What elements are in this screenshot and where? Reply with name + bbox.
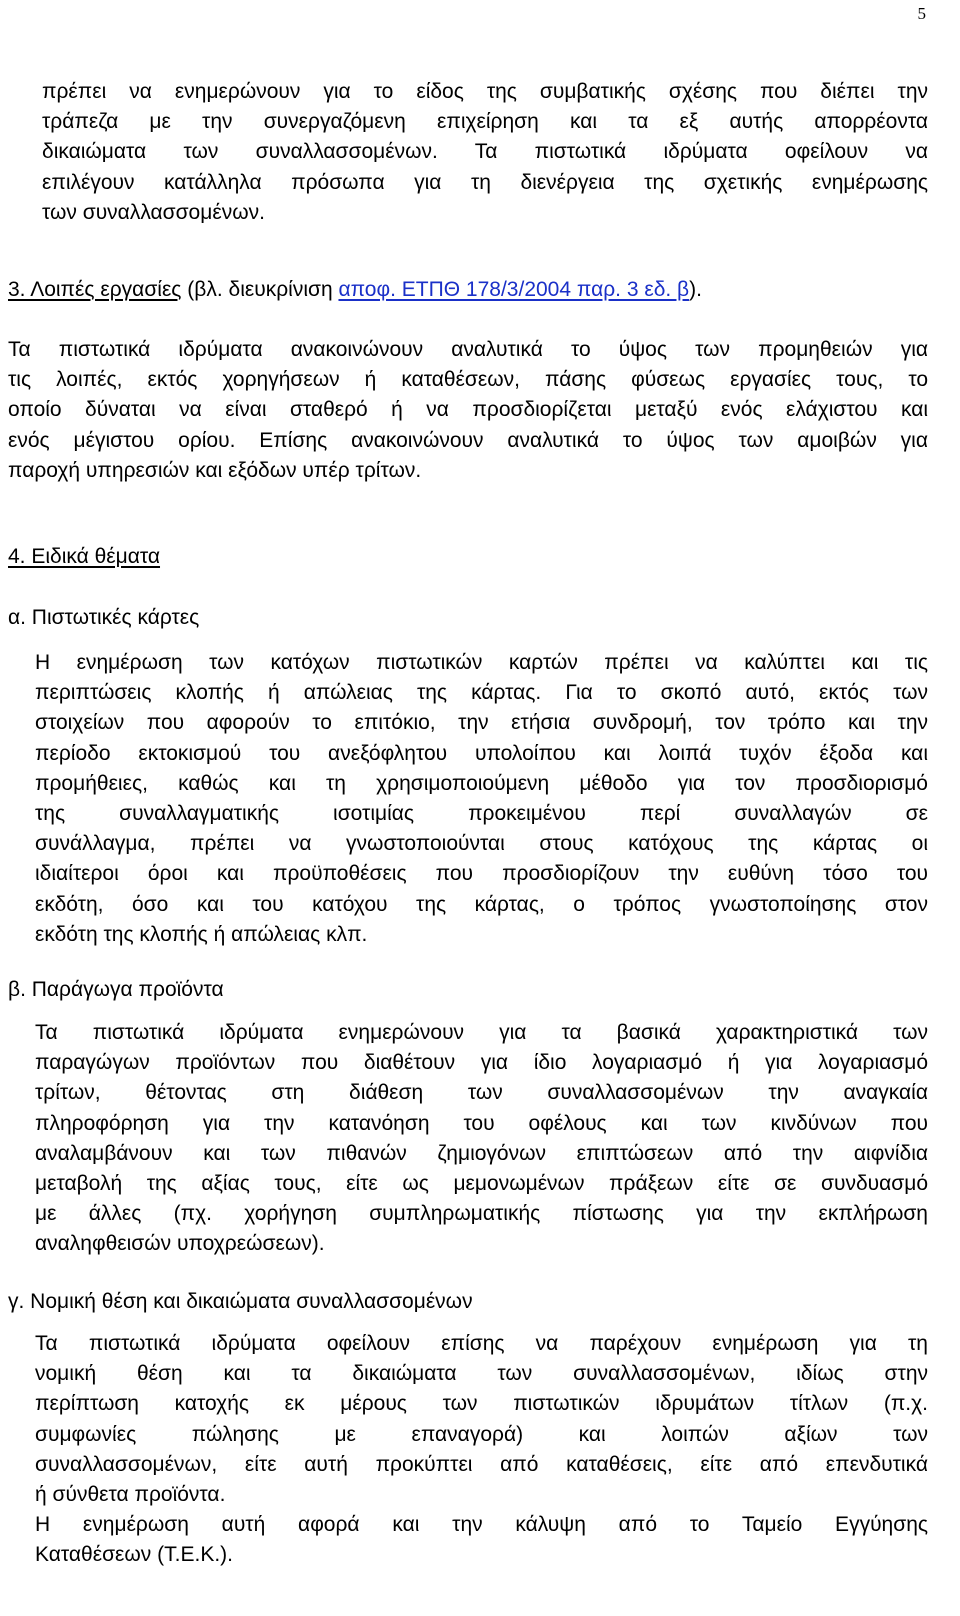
paragraph-line: περίπτωση κατοχής εκ μέρους των πιστωτικών ιδρυμάτων τίτλων (π.χ. [35, 1392, 928, 1416]
subsection-c-paragraph [35, 1329, 928, 1571]
page-number: 5 [917, 4, 926, 23]
paragraph-line: συναλλασσομένων, είτε αυτή προκύπτει από καταθέσεις, είτε από επενδυτικά [35, 1452, 928, 1476]
paragraph-line: ιδιαίτεροι όροι και προϋποθέσεις που προσδιορίζουν την ευθύνη τόσο του [35, 862, 928, 886]
reference-suffix: ). [689, 278, 702, 301]
paragraph-line: αναλαμβάνουν και των πιθανών ζημιογόνων επιπτώσεων από την αιφνίδια [35, 1141, 928, 1165]
paragraph-line: Τα πιστωτικά ιδρύματα οφείλουν επίσης να παρέχουν ενημέρωση για τη [35, 1332, 928, 1355]
section-4-heading [8, 542, 160, 572]
paragraph-line: παραγώγων προϊόντων που διαθέτουν για ίδιο λογαριασμό ή για λογαριασμό [35, 1051, 928, 1075]
paragraph-line: στοιχείων που αφορούν το επιτόκιο, την ετήσια συνδρομή, τον τρόπο και την [35, 711, 928, 735]
paragraph-line: συνάλλαγμα, πρέπει να γνωστοποιούνται στους κατόχους της κάρτας οι [35, 832, 928, 856]
paragraph-line: τράπεζα με την συνεργαζόμενη επιχείρηση και τα εξ αυτής απορρέοντα [42, 110, 928, 134]
paragraph-line: Τα πιστωτικά ιδρύματα ενημερώνουν για τα βασικά χαρακτηριστικά των [35, 1021, 928, 1044]
subsection-a-heading: α. Πιστωτικές κάρτες [8, 606, 200, 629]
paragraph-line: Η ενημέρωση των κατόχων πιστωτικών καρτών πρέπει να καλύπτει και τις [35, 651, 928, 674]
paragraph-line: Καταθέσεων (Τ.Ε.Κ.). [35, 1543, 233, 1567]
section-3-paragraph [8, 335, 928, 486]
paragraph-line: εκδότη της κλοπής ή απώλειας κλπ. [35, 922, 368, 946]
paragraph-line: προμήθειες, καθώς και τη χρησιμοποιούμενη μέθοδο για τον προσδιορισμό [35, 771, 928, 795]
paragraph-line: συμφωνίες πώλησης με επαναγορά) και λοιπών αξίων των [35, 1422, 928, 1446]
section-3-heading [8, 275, 702, 305]
paragraph-line: ή σύνθετα προϊόντα. [35, 1482, 226, 1506]
paragraph-line: τις λοιπές, εκτός χορηγήσεων ή καταθέσεων, πάσης φύσεως εργασίες τους, το [8, 368, 928, 392]
paragraph-line: με άλλες (πχ. χορήγηση συμπληρωματικής πίστωσης για την εκπλήρωση [35, 1202, 928, 1226]
paragraph-line: οποίο δύναται να είναι σταθερό ή να προσδιορίζεται μεταξύ ενός ελάχιστου και [8, 398, 928, 422]
subsection-c-heading: γ. Νομική θέση και δικαιώματα συναλλασσομένων [8, 1290, 473, 1313]
reference-prefix: (βλ. διευκρίνιση [181, 278, 339, 301]
paragraph-line: Η ενημέρωση αυτή αφορά και την κάλυψη από το Ταμείο Εγγύησης [35, 1513, 928, 1537]
paragraph-line: παροχή υπηρεσιών και εξόδων υπέρ τρίτων. [8, 458, 422, 482]
paragraph-line: περίοδο εκτοκισμού του ανεξόφλητου υπολοίπου και λοιπά τυχόν έξοδα και [35, 741, 928, 765]
paragraph-line: ενός μέγιστου ορίου. Επίσης ανακοινώνουν αναλυτικά το ύψος των αμοιβών για [8, 428, 928, 452]
paragraph-line: τρίτων, θέτοντας στη διάθεση των συναλλασσομένων την αναγκαία [35, 1081, 928, 1105]
paragraph-line: δικαιώματα των συναλλασσομένων. Τα πιστωτικά ιδρύματα οφείλουν να [42, 140, 928, 164]
section-heading: 4. Ειδικά θέματα [8, 545, 161, 568]
paragraph-line: πρέπει να ενημερώνουν για το είδος της συμβατικής σχέσης που διέπει την [42, 80, 928, 103]
paragraph-line: αναληφθεισών υποχρεώσεων). [35, 1232, 325, 1256]
paragraph-line: εκδότη, όσο και του κατόχου της κάρτας, ο τρόπος γνωστοποίησης στον [35, 892, 928, 916]
paragraph-line: μεταβολή της αξίας τους, είτε ως μεμονωμένων πράξεων είτε σε συνδυασμό [35, 1171, 928, 1195]
subsection-b-heading: β. Παράγωγα προϊόντα [8, 978, 224, 1001]
paragraph-line: επιλέγουν κατάλληλα πρόσωπα για τη διενέργεια της σχετικής ενημέρωσης [42, 170, 928, 194]
paragraph-line: της συναλλαγματικής ισοτιμίας προκειμένου περί συναλλαγών σε [35, 801, 928, 825]
paragraph-line: περιπτώσεις κλοπής ή απώλειας της κάρτας. Για το σκοπό αυτό, εκτός των [35, 681, 928, 705]
section-heading: 3. Λοιπές εργασίες [8, 278, 182, 301]
paragraph-line: Τα πιστωτικά ιδρύματα ανακοινώνουν αναλυτικά το ύψος των προμηθειών για [8, 338, 928, 361]
subsection-b-paragraph [35, 1018, 928, 1260]
paragraph-line: νομική θέση και τα δικαιώματα των συναλλασσομένων, ιδίως στην [35, 1362, 928, 1386]
paragraph-line: πληροφόρηση για την κατανόηση του οφέλους και των κινδύνων που [35, 1111, 928, 1135]
paragraph-line: των συναλλασσομένων. [42, 200, 265, 224]
subsection-a-paragraph [35, 648, 928, 950]
reference-link[interactable]: αποφ. ΕΤΠΘ 178/3/2004 παρ. 3 εδ. β [338, 278, 690, 301]
intro-paragraph [42, 77, 928, 228]
